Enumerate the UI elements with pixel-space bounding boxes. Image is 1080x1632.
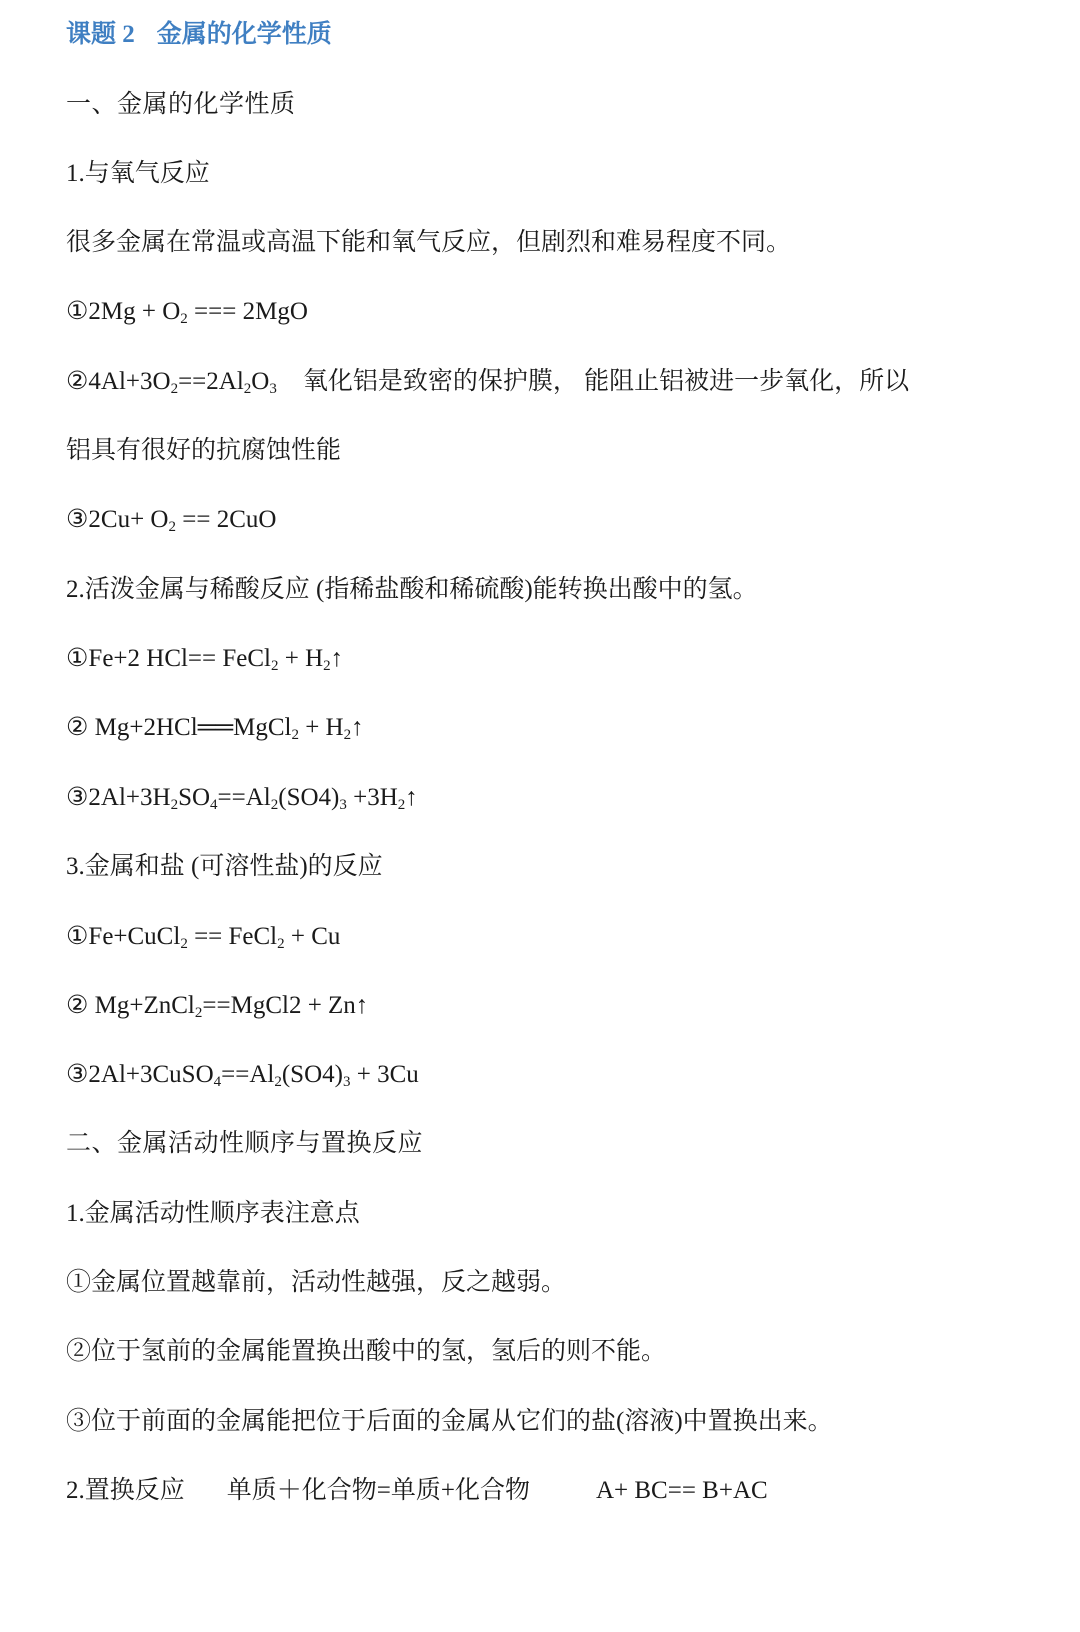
- subheading-displacement: [66, 1474, 768, 1508]
- equation-al-h2so4: $③2Al+3H_2SO_4==Al_2(SO4)_3$ $+3H_2↑$: [66, 784, 418, 813]
- subheading-activity-series: 1.金属活动性顺序表注意点: [66, 1200, 360, 1227]
- point-3: ③位于前面的金属能把位于后面的金属从它们的盐(溶液)中置换出来。: [66, 1408, 833, 1435]
- section-heading-2: 二、金属活动性顺序与置换反应: [66, 1130, 424, 1157]
- paragraph-al-corrosion: 铝具有很好的抗腐蚀性能: [66, 437, 342, 464]
- displacement-definition: 单质＋化合物=单质+化合物: [226, 1477, 530, 1504]
- equation-mg-o2: ①2Mg + $O_2$ === 2MgO: [66, 298, 308, 327]
- equation-al-o2-note: 氧化铝是致密的保护膜， 能阻止铝被进一步氧化，所以: [302, 368, 910, 395]
- equation-al-cuso4: $③2Al+3CuSO_4==Al_2(SO4)_3 + 3Cu$: [66, 1061, 419, 1090]
- equation-fe-cucl2: ①Fe+CuCl$_2$ == FeCl$_2$ + Cu: [66, 923, 341, 952]
- equation-mg-hcl: ② Mg+2HCl══MgCl$_2$ + $H_2↑$: [66, 714, 364, 743]
- equation-fe-hcl: ①Fe+2 HCl== FeCl$_2$ + $H_2↑$: [66, 645, 344, 674]
- point-1: ①金属位置越靠前，活动性越强，反之越弱。: [66, 1269, 567, 1296]
- section-heading-1: 一、金属的化学性质: [66, 91, 296, 118]
- title-lesson-number: 课题 2: [66, 21, 135, 48]
- subheading-acid: 2.活泼金属与稀酸反应 (指稀盐酸和稀硫酸)能转换出酸中的氢。: [66, 576, 758, 603]
- point-2: ②位于氢前的金属能置换出酸中的氢，氢后的则不能。: [66, 1338, 667, 1365]
- subheading-oxygen: 1.与氧气反应: [66, 160, 210, 187]
- page-title: [66, 18, 332, 52]
- displacement-formula: A+ BC== B+AC: [595, 1477, 768, 1504]
- equation-al-o2: $②4Al+3O_2==2Al_2O_3$ 氧化铝是致密的保护膜， 能阻止铝被进一步氧化，所以: [66, 368, 910, 397]
- equation-mg-zncl2: ② Mg+ZnCl$_2$==MgCl2 + Zn↑: [66, 992, 369, 1021]
- subheading-salt: 3.金属和盐 (可溶性盐)的反应: [66, 853, 383, 880]
- equation-cu-o2: ③2Cu+ $O_2 == 2CuO$: [66, 506, 277, 535]
- title-lesson-name: 金属的化学性质: [156, 21, 332, 48]
- paragraph-oxygen-intro: 很多金属在常温或高温下能和氧气反应，但剧烈和难易程度不同。: [66, 229, 792, 256]
- displacement-label: 2.置换反应: [66, 1477, 185, 1504]
